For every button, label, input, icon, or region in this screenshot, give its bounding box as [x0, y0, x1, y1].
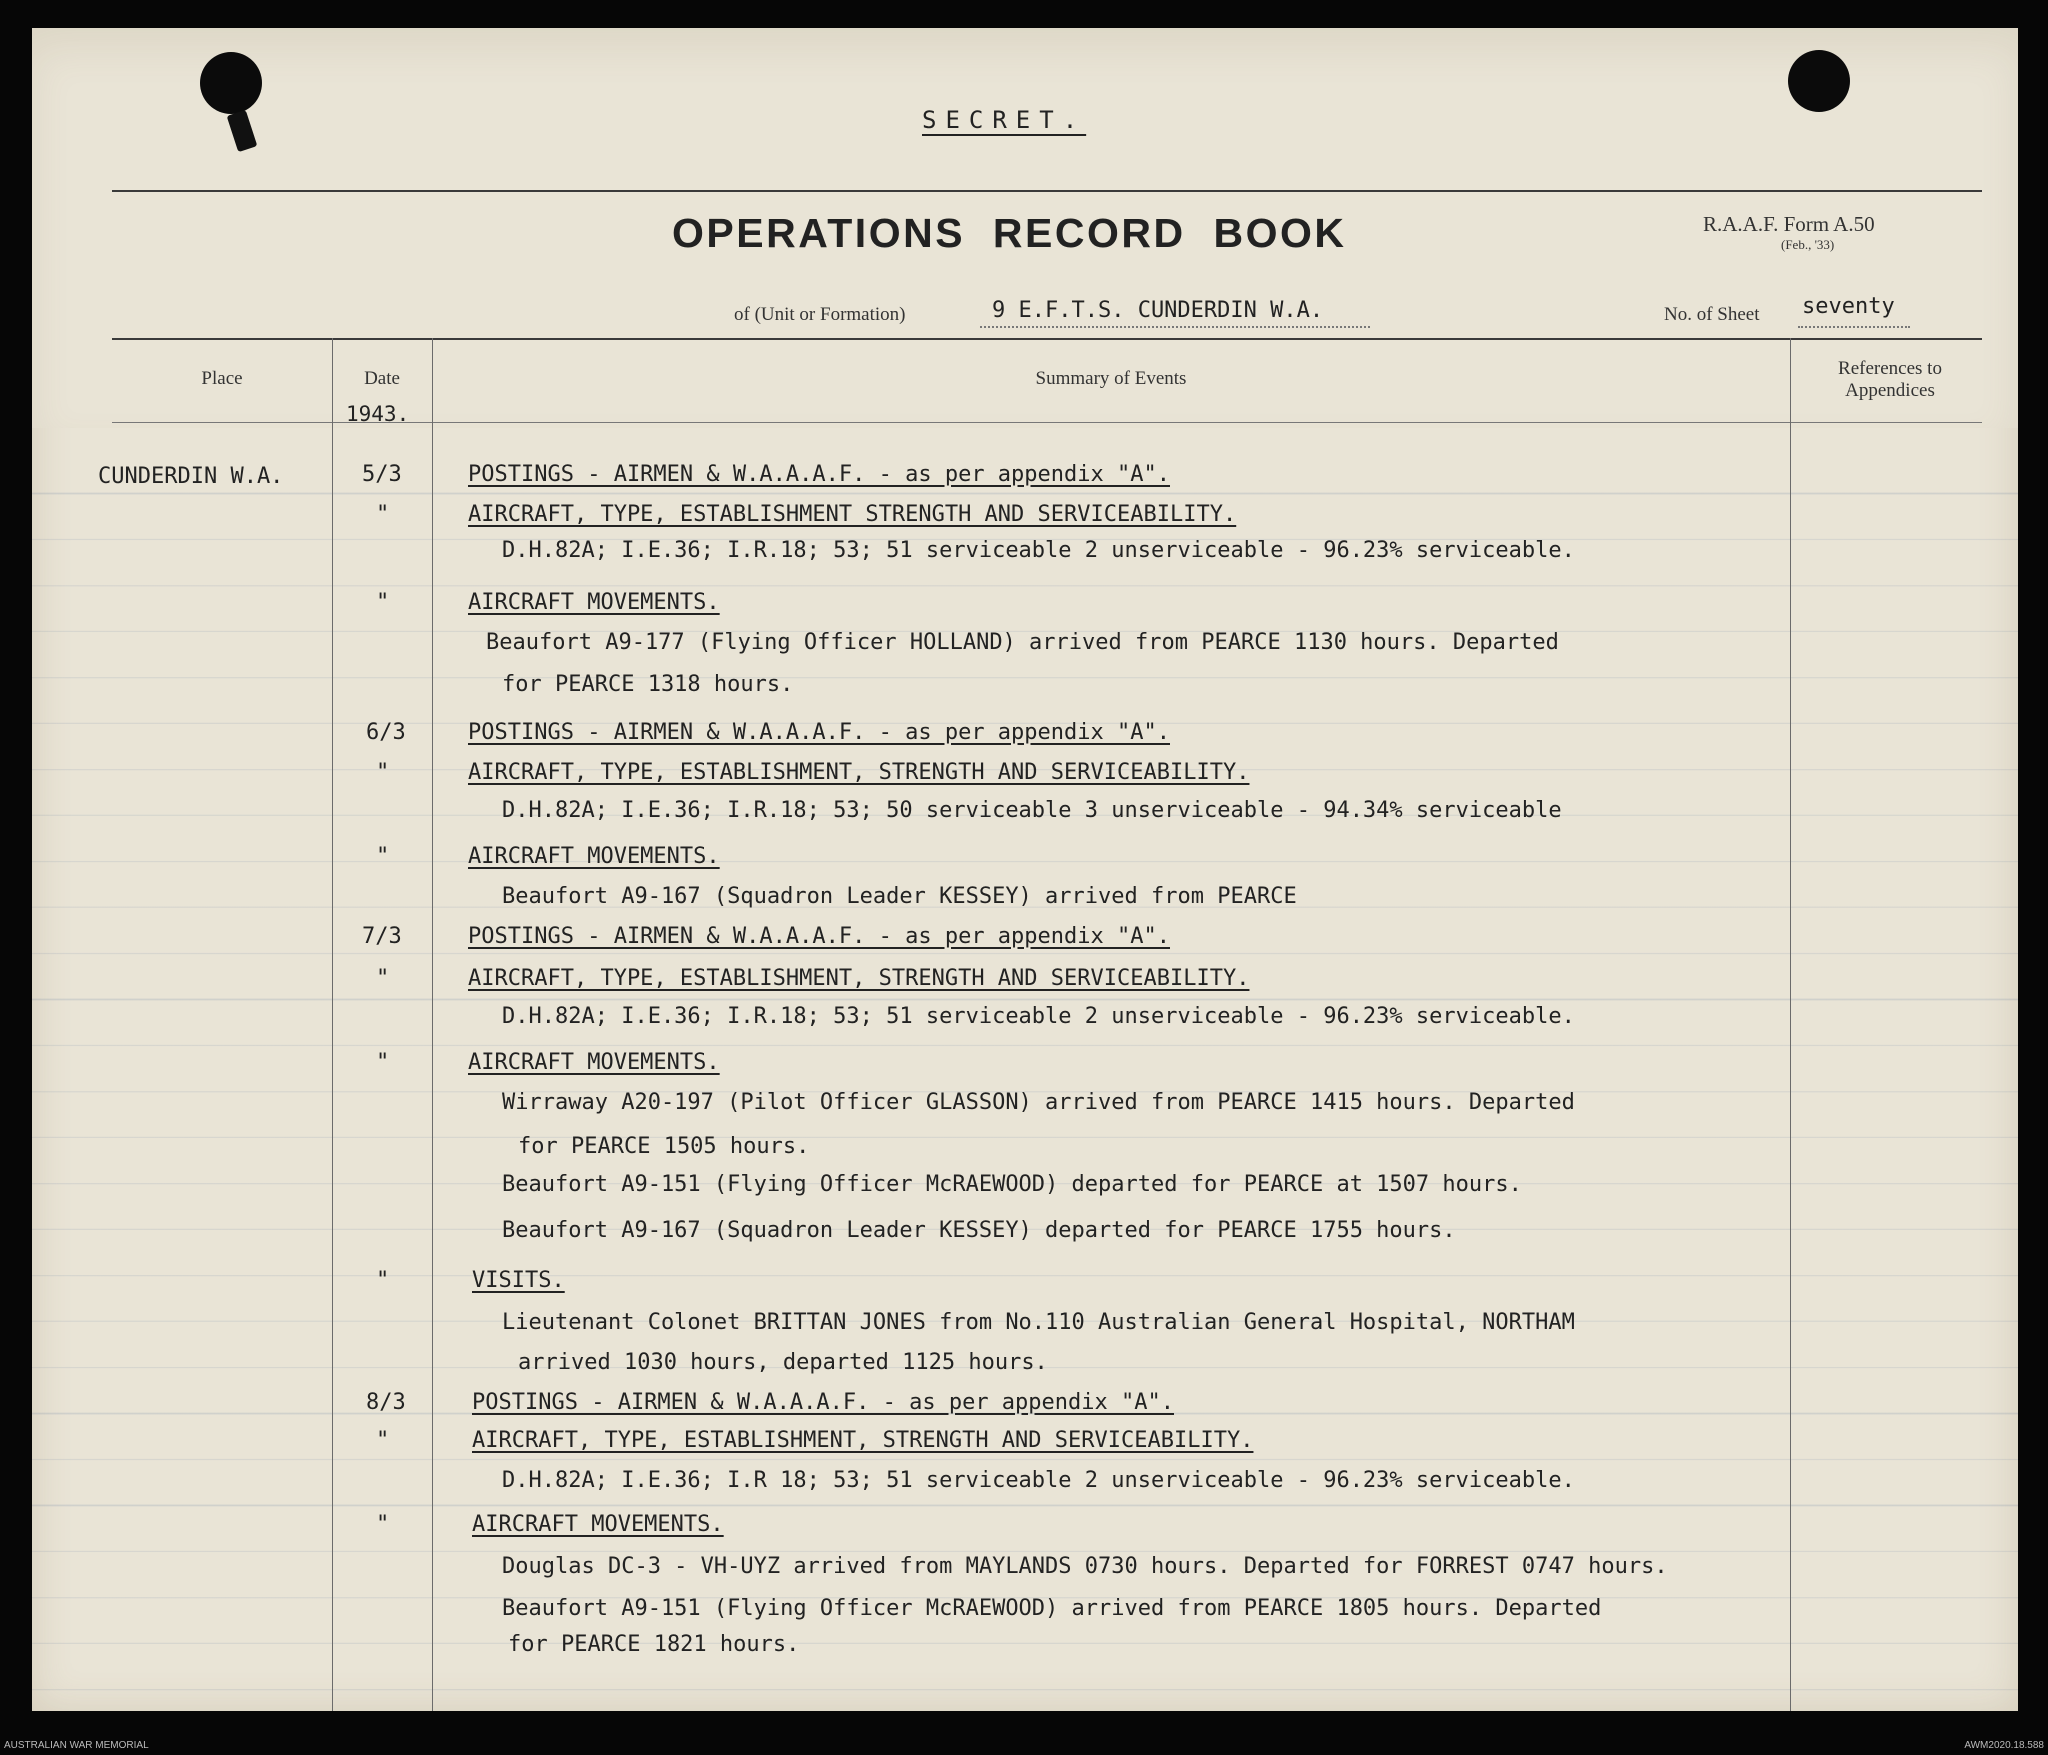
entry-date: " [376, 966, 390, 991]
unit-value: 9 E.F.T.S. CUNDERDIN W.A. [992, 298, 1324, 323]
column-rule-summary [1790, 338, 1791, 1711]
summary-line: Beaufort A9-167 (Squadron Leader KESSEY) arrived from PEARCE [502, 884, 1297, 909]
summary-line: for PEARCE 1505 hours. [518, 1134, 810, 1159]
entry-date: " [376, 502, 390, 527]
page-title: OPERATIONS RECORD BOOK [672, 210, 1347, 256]
entry-date: 6/3 [366, 720, 406, 745]
entry-date: " [376, 590, 390, 615]
column-heading-year: 1943. [346, 402, 410, 426]
entry-date: " [376, 760, 390, 785]
summary-line: Beaufort A9-167 (Squadron Leader KESSEY) departed for PEARCE 1755 hours. [502, 1218, 1456, 1243]
header-rule-top [112, 190, 1982, 192]
summary-heading: AIRCRAFT, TYPE, ESTABLISHMENT, STRENGTH AND SERVICEABILITY. [468, 760, 1250, 785]
entry-date: " [376, 1512, 390, 1537]
unit-label: of (Unit or Formation) [734, 304, 906, 325]
column-heading-refs-line2: Appendices [1845, 380, 1935, 401]
summary-line: Beaufort A9-151 (Flying Officer McRAEWOOD) departed for PEARCE at 1507 hours. [502, 1172, 1522, 1197]
entry-date: 5/3 [362, 462, 402, 487]
summary-heading: AIRCRAFT MOVEMENTS. [468, 844, 720, 869]
punch-hole-right [1788, 50, 1850, 112]
sheet-value: seventy [1802, 294, 1895, 319]
column-rule-date [432, 338, 433, 1711]
entry-date: 8/3 [366, 1390, 406, 1415]
summary-heading: POSTINGS - AIRMEN & W.A.A.A.F. - as per appendix "A". [468, 462, 1170, 487]
summary-line: Wirraway A20-197 (Pilot Officer GLASSON) arrived from PEARCE 1415 hours. Departed [502, 1090, 1575, 1115]
footer-institution: AUSTRALIAN WAR MEMORIAL [4, 1740, 149, 1751]
summary-line: Lieutenant Colonet BRITTAN JONES from No.110 Australian General Hospital, NORTHAM [502, 1310, 1575, 1335]
summary-heading: AIRCRAFT MOVEMENTS. [472, 1512, 724, 1537]
column-heading-refs-line1: References to [1838, 358, 1942, 379]
column-heading-summary: Summary of Events [1035, 368, 1187, 389]
summary-heading: AIRCRAFT, TYPE, ESTABLISHMENT STRENGTH AND SERVICEABILITY. [468, 502, 1237, 527]
summary-line: D.H.82A; I.E.36; I.R.18; 53; 51 serviceable 2 unserviceable - 96.23% serviceable. [502, 538, 1575, 563]
column-rule-place [332, 338, 333, 1711]
header-rule-columns [112, 338, 1982, 340]
summary-heading: VISITS. [472, 1268, 565, 1293]
summary-heading: POSTINGS - AIRMEN & W.A.A.A.F. - as per appendix "A". [468, 720, 1170, 745]
form-date: (Feb., '33) [1781, 237, 1835, 252]
document-sheet [32, 28, 2018, 1711]
summary-heading: POSTINGS - AIRMEN & W.A.A.A.F. - as per appendix "A". [472, 1390, 1174, 1415]
column-heading-place: Place [201, 368, 243, 389]
entry-date: 7/3 [362, 924, 402, 949]
summary-heading: AIRCRAFT, TYPE, ESTABLISHMENT, STRENGTH AND SERVICEABILITY. [468, 966, 1250, 991]
entry-date: " [376, 844, 390, 869]
summary-line: Douglas DC-3 - VH-UYZ arrived from MAYLANDS 0730 hours. Departed for FORREST 0747 hours. [502, 1554, 1668, 1579]
summary-line: for PEARCE 1821 hours. [508, 1632, 800, 1657]
summary-line: D.H.82A; I.E.36; I.R.18; 53; 51 serviceable 2 unserviceable - 96.23% serviceable. [502, 1004, 1575, 1029]
summary-line: Beaufort A9-177 (Flying Officer HOLLAND) arrived from PEARCE 1130 hours. Departed [486, 630, 1559, 655]
summary-heading: POSTINGS - AIRMEN & W.A.A.A.F. - as per appendix "A". [468, 924, 1170, 949]
classification-mark: SECRET. [922, 106, 1087, 134]
summary-heading: AIRCRAFT MOVEMENTS. [468, 590, 720, 615]
unit-dotted-line [980, 326, 1370, 328]
summary-line: arrived 1030 hours, departed 1125 hours. [518, 1350, 1048, 1375]
summary-line: D.H.82A; I.E.36; I.R.18; 53; 50 serviceable 3 unserviceable - 94.34% serviceable [502, 798, 1562, 823]
entry-date: " [376, 1428, 390, 1453]
sheet-label: No. of Sheet [1664, 304, 1760, 325]
entry-place: CUNDERDIN W.A. [98, 464, 284, 489]
form-reference: R.A.A.F. Form A.50 [1703, 212, 1875, 236]
summary-line: D.H.82A; I.E.36; I.R 18; 53; 51 serviceable 2 unserviceable - 96.23% serviceable. [502, 1468, 1575, 1493]
entry-date: " [376, 1050, 390, 1075]
column-heading-date: Date [364, 368, 400, 389]
summary-line: Beaufort A9-151 (Flying Officer McRAEWOOD) arrived from PEARCE 1805 hours. Departed [502, 1596, 1602, 1621]
summary-line: for PEARCE 1318 hours. [502, 672, 794, 697]
sheet-dotted-line [1798, 326, 1910, 328]
summary-heading: AIRCRAFT MOVEMENTS. [468, 1050, 720, 1075]
punch-hole-left [200, 52, 262, 114]
footer-accession: AWM2020.18.588 [1964, 1740, 2044, 1751]
entry-date: " [376, 1268, 390, 1293]
summary-heading: AIRCRAFT, TYPE, ESTABLISHMENT, STRENGTH AND SERVICEABILITY. [472, 1428, 1254, 1453]
